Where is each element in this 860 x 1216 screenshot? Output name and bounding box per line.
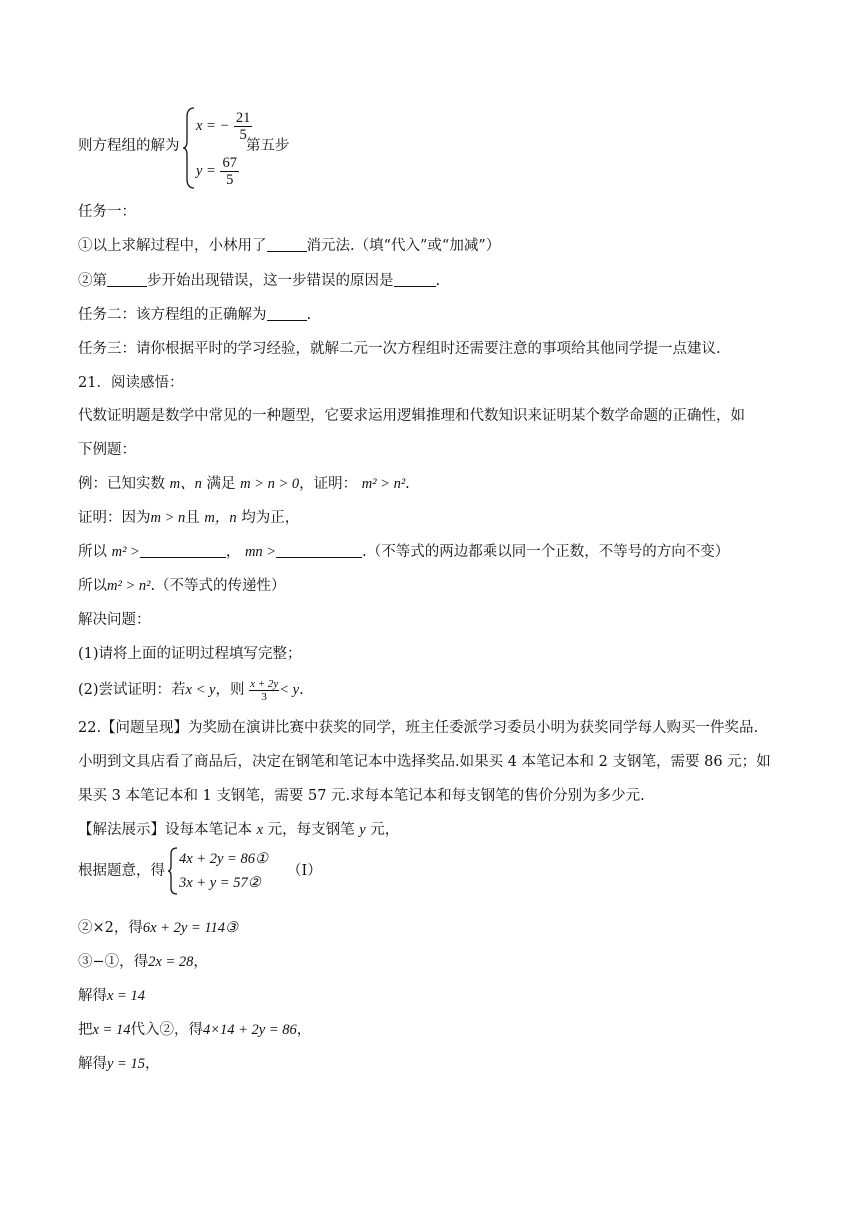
answer-blank[interactable] — [394, 272, 436, 287]
task1-q2: ②第 步开始出现错误，这一步错误的原因是 . — [78, 273, 441, 289]
step-2: ③−①，得2x = 28， — [78, 954, 208, 970]
q21-so1: 所以 m² > ， mn > .（不等式的两边都乘以同一个正数，不等号的方向不变） — [78, 544, 730, 560]
p2-fraction: $\frac{x + 2y}{3}$ — [250, 677, 279, 703]
q21-solve: 解决问题： — [78, 612, 151, 628]
q22-setup-prefix: 根据题意，得 — [78, 863, 165, 879]
task3: 任务三：请你根据平时的学习经验，就解二元一次方程组时还需要注意的事项给其他同学提一点建议. — [78, 341, 721, 357]
q22-line2: 小明到文具店看了商品后，决定在钢笔和笔记本中选择奖品.如果买 4 本笔记本和 2 支钢笔，需要 86 元；如 — [78, 754, 771, 770]
step-4: 把x = 14代入②，得4×14 + 2y = 86， — [78, 1022, 312, 1038]
x-fraction: $\frac{21}{5}$ — [235, 109, 251, 143]
y-fraction: $\frac{67}{5}$ — [222, 154, 237, 188]
q21-part2: (2)尝试证明：若x < y，则 $\frac{x + 2y}{3}$ < y. — [78, 677, 304, 703]
answer-blank[interactable] — [267, 237, 307, 252]
solution-prefix-line — [78, 136, 180, 156]
system-tag: （Ⅰ） — [287, 863, 322, 879]
q21-title: 21．阅读感悟： — [78, 375, 184, 391]
q21-proof: 证明：因为m > n且 m，n 均为正， — [78, 510, 300, 526]
step-5: 解得y = 15， — [78, 1056, 160, 1072]
solution-prefix: 则方程组的解为 — [78, 138, 180, 154]
q21-intro-2: 下例题： — [78, 442, 136, 458]
answer-blank[interactable] — [140, 543, 226, 558]
q22-line1: 22.【问题呈现】为奖励在演讲比赛中获奖的同学，班主任委派学习委员小明为获奖同学每人购买一件奖品. — [78, 720, 759, 736]
equation-1: 4x + 2y = 86① — [179, 851, 268, 867]
solution-x-row: x = − $\frac{21}{5}$ — [196, 109, 251, 143]
task2: 任务二：该方程组的正确解为 . — [78, 307, 312, 323]
system-brace — [167, 847, 179, 895]
step-3: 解得x = 14 — [78, 988, 145, 1004]
answer-blank[interactable] — [107, 272, 147, 287]
solution-brace — [182, 107, 196, 189]
equation-2: 3x + y = 57② — [179, 875, 261, 891]
task1-title: 任务一： — [78, 204, 136, 220]
q21-part1: (1)请将上面的证明过程填写完整； — [78, 646, 302, 662]
q21-example: 例：已知实数 m、n 满足 m > n > 0，证明： m² > n². — [78, 476, 410, 492]
q21-intro-1: 代数证明题是数学中常见的一种题型，它要求运用逻辑推理和代数知识来证明某个数学命题的正确性，如 — [78, 408, 745, 424]
solution-suffix: 第五步 — [246, 138, 290, 154]
answer-blank[interactable] — [267, 306, 307, 321]
task1-q1: ①以上求解过程中，小林用了 消元法.（填“代入”或“加减”） — [78, 238, 501, 254]
solution-y-row: y = $\frac{67}{5}$ — [196, 154, 237, 188]
q21-so2: 所以m² > n².（不等式的传递性） — [78, 578, 286, 594]
q22-line3: 果买 3 本笔记本和 1 支钢笔，需要 57 元.求每本笔记本和每支钢笔的售价分别为多少元. — [78, 788, 645, 804]
answer-blank[interactable] — [276, 543, 362, 558]
step-1: ②×2，得6x + 2y = 114③ — [78, 920, 238, 936]
q22-method: 【解法展示】设每本笔记本 x 元，每支钢笔 y 元， — [78, 822, 400, 838]
